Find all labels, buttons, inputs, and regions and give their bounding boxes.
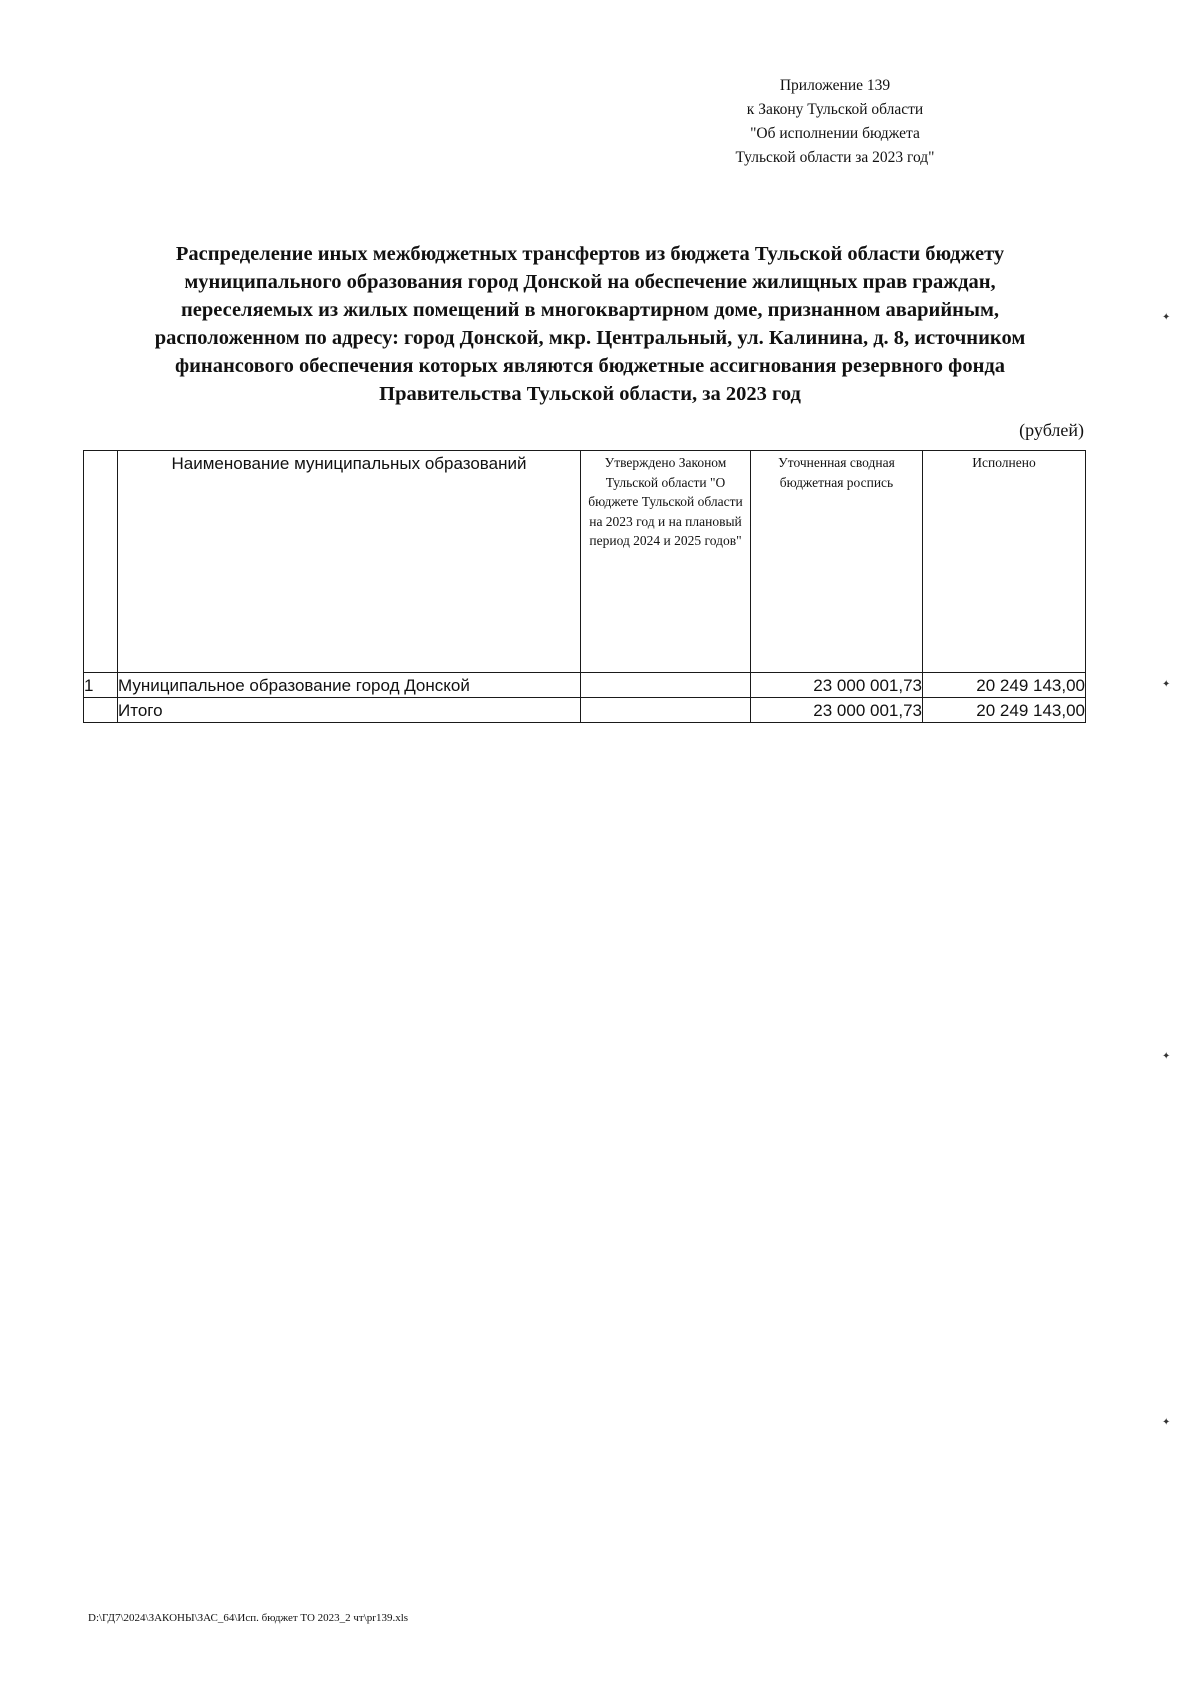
appendix-line-4: Тульской области за 2023 год" [735, 149, 935, 166]
margin-mark-icon: ✦ [1162, 1051, 1171, 1062]
total-executed-value: 20 249 143,00 [923, 698, 1086, 723]
row-number: 1 [84, 673, 118, 698]
total-label: Итого [118, 698, 581, 723]
appendix-reference [700, 74, 970, 170]
title-line-5: финансового обеспечения которых являются бюджетные ассигнования резервного фонда [174, 355, 1006, 377]
margin-mark-icon: ✦ [1162, 312, 1171, 323]
table-total-row [84, 698, 1086, 723]
row-approved-value [581, 673, 751, 698]
margin-mark-icon: ✦ [1162, 1417, 1171, 1428]
header-number [84, 451, 118, 673]
table-row [84, 673, 1086, 698]
file-path-footer: D:\ГД7\2024\ЗАКОНЫ\ЗАС_64\Исп. бюджет ТО 2023_2 чт\pr139.xls [88, 1612, 409, 1624]
title-line-1: Распределение иных межбюджетных трансфертов из бюджета Тульской области бюджету [175, 243, 1005, 265]
unit-label: (рублей) [1019, 420, 1084, 440]
appendix-line-1: Приложение 139 [779, 77, 891, 94]
total-approved-value [581, 698, 751, 723]
row-refined-value: 23 000 001,73 [751, 673, 923, 698]
row-municipality-name: Муниципальное образование город Донской [118, 673, 581, 698]
appendix-line-3: "Об исполнении бюджета [750, 125, 920, 142]
header-executed: Исполнено [923, 451, 1086, 673]
budget-table [83, 450, 1086, 723]
margin-mark-icon: ✦ [1162, 679, 1171, 690]
total-number [84, 698, 118, 723]
total-refined-value: 23 000 001,73 [751, 698, 923, 723]
title-line-3: переселяемых из жилых помещений в многоквартирном доме, признанном аварийным, [180, 299, 1000, 321]
document-title [95, 240, 1085, 408]
appendix-line-2: к Закону Тульской области [746, 101, 924, 118]
header-approved-by-law: Утверждено Законом Тульской области "О бюджете Тульской области на 2023 год и на плановый период 2024 и 2025 годов" [581, 451, 751, 673]
header-municipality-name: Наименование муниципальных образований [118, 451, 581, 673]
title-line-4: расположенном по адресу: город Донской, мкр. Центральный, ул. Калинина, д. 8, источником [154, 327, 1026, 349]
title-line-2: муниципального образования город Донской на обеспечение жилищных прав граждан, [184, 271, 996, 293]
table-header-row [84, 451, 1086, 673]
row-executed-value: 20 249 143,00 [923, 673, 1086, 698]
header-refined-budget: Уточненная сводная бюджетная роспись [751, 451, 923, 673]
title-line-6: Правительства Тульской области, за 2023 год [379, 383, 801, 405]
